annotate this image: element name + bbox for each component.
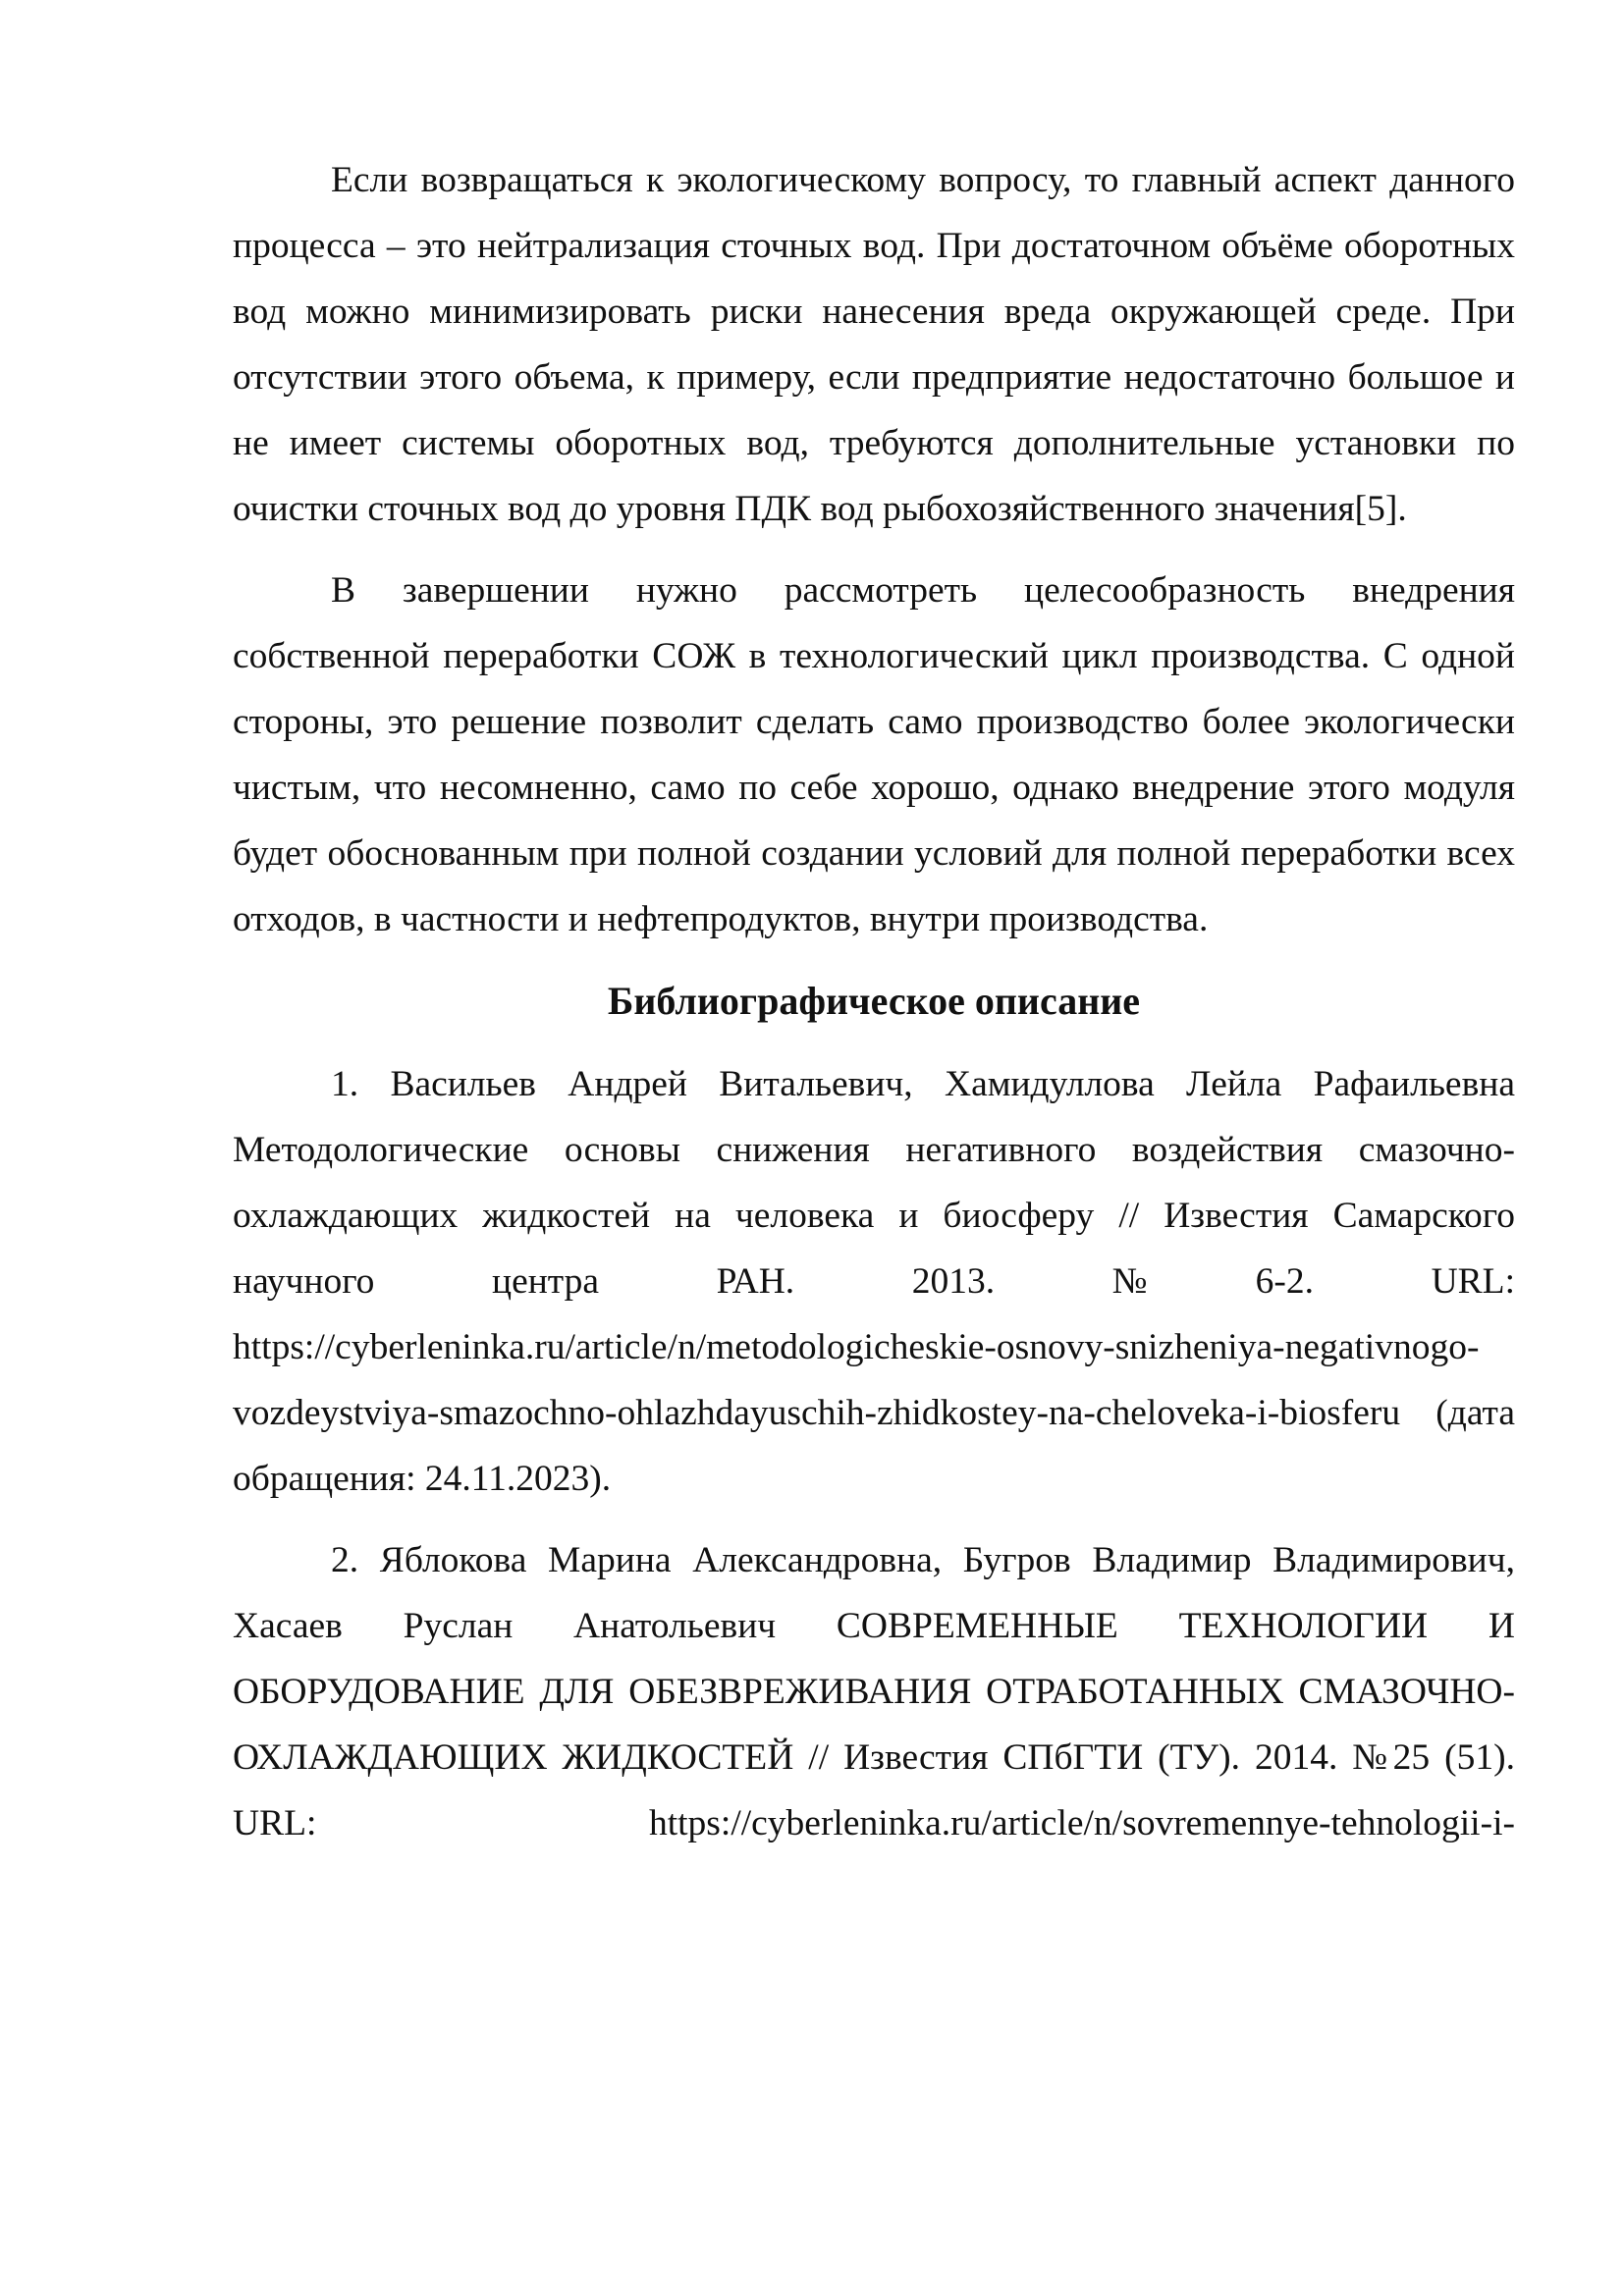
bibliography-heading: Библиографическое описание xyxy=(607,979,1141,1023)
reference-item: 2. Яблокова Марина Александровна, Бугров Владимир Владимирович, Хасаев Руслан Анатольевич СОВРЕМЕННЫЕ ТЕХНОЛОГИИ И ОБОРУДОВАНИЕ ДЛЯ ОБЕЗВРЕЖИВАНИЯ ОТРАБОТАННЫХ СМАЗОЧНО- ОХЛАЖДАЮЩИХ ЖИДКОСТЕЙ // Известия СПбГТИ (ТУ). 2014. №25 (51). URL: https://cyberleninka.ru/article/n/sovremennye-tehnologii-i- xyxy=(233,1540,1515,1843)
document-page xyxy=(233,147,1515,1872)
body-paragraph: Если возвращаться к экологическому вопросу, то главный аспект данного процесса – это нейтрализация сточных вод. При достаточном объёме оборотных вод можно минимизировать риски нанесения вреда окружающей среде. При отсутствии этого объема, к примеру, если предприятие недостаточно большое и не имеет системы оборотных вод, требуются дополнительные установки по очистки сточных вод до уровня ПДК вод рыбохозяйственного значения[5]. xyxy=(233,160,1515,529)
body-paragraph: В завершении нужно рассмотреть целесообразность внедрения собственной переработки СОЖ в технологический цикл производства. С одной стороны, это решение позволит сделать само производство более экологически чистым, что несомненно, само по себе хорошо, однако внедрение этого модуля будет обоснованным при полной создании условий для полной переработки всех отходов, в частности и нефтепродуктов, внутри производства. xyxy=(233,570,1515,939)
reference-item: 1. Васильев Андрей Витальевич, Хамидуллова Лейла Рафаильевна Методологические основы снижения негативного воздействия смазочно-охлаждающих жидкостей на человека и биосферу // Известия Самарского научного центра РАН. 2013. №6-2. URL: https://cyberleninka.ru/article/n/metodologicheskie-osnovy-snizheniya-negativnogo-vozdeystviya-smazochno-ohlazhdayuschih-zhidkostey-na-cheloveka-i-biosferu (дата обращения: 24.11.2023). xyxy=(233,1064,1515,1499)
